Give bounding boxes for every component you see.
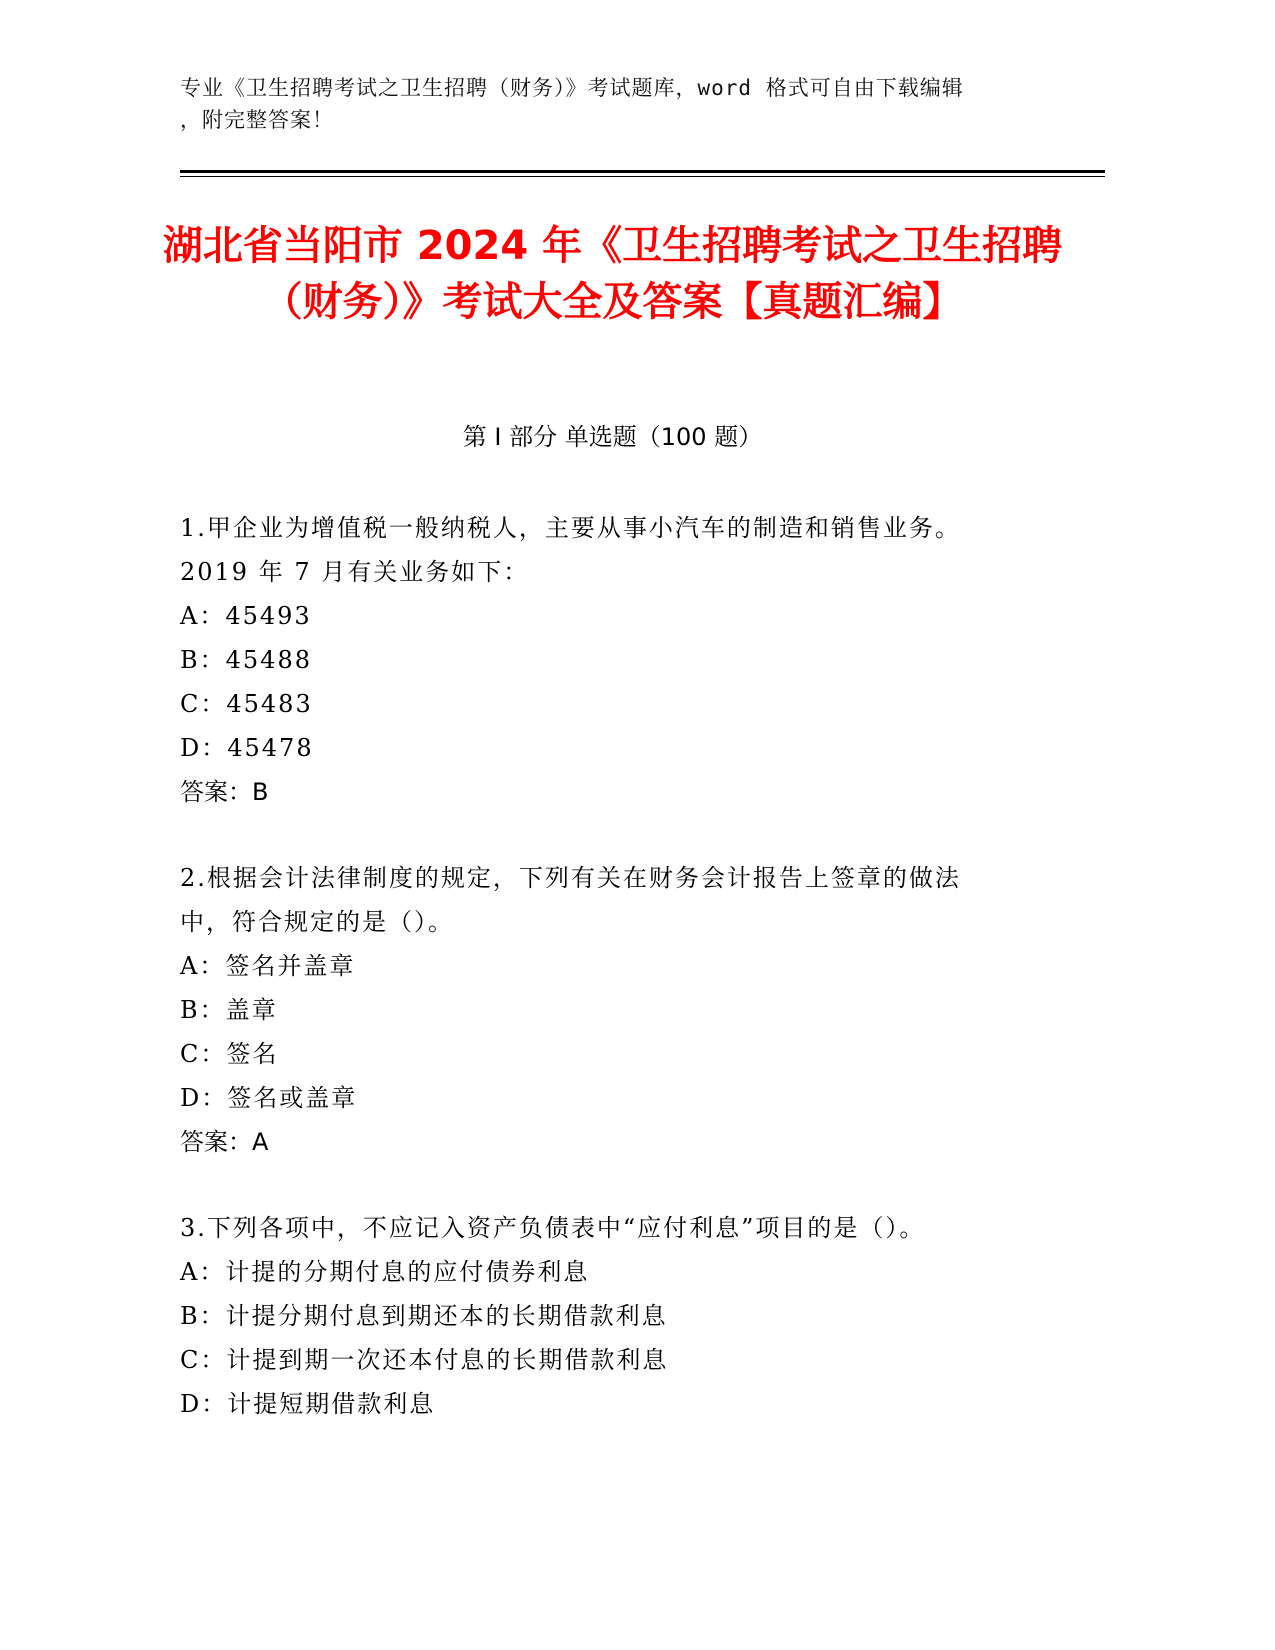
header-note xyxy=(180,72,1080,136)
header-note-line-1: 专业《卫生招聘考试之卫生招聘（财务）》考试题库，word 格式可自由下载编辑 xyxy=(180,76,964,100)
question-1-stem-line-1: 1.甲企业为增值税一般纳税人，主要从事小汽车的制造和销售业务。 xyxy=(180,514,961,542)
header-note-line-2: ，附完整答案！ xyxy=(180,108,334,132)
header-divider-thick xyxy=(180,170,1105,173)
question-1-option-a: A：45493 xyxy=(180,602,312,630)
question-2-option-b: B：盖章 xyxy=(180,996,278,1024)
question-3-option-a: A：计提的分期付息的应付债券利息 xyxy=(180,1258,590,1286)
question-1-option-c: C：45483 xyxy=(180,690,313,718)
header-divider-thin xyxy=(180,176,1105,177)
question-2-stem-line-1: 2.根据会计法律制度的规定，下列有关在财务会计报告上签章的做法 xyxy=(180,864,961,892)
question-1-option-b: B：45488 xyxy=(180,646,312,674)
question-1-answer: 答案：B xyxy=(180,778,269,806)
question-3-option-d: D：计提短期借款利息 xyxy=(180,1390,436,1418)
question-1 xyxy=(180,506,1040,814)
question-3-option-b: B：计提分期付息到期还本的长期借款利息 xyxy=(180,1302,668,1330)
question-2-answer: 答案：A xyxy=(180,1128,269,1156)
question-1-stem-line-2: 2019 年 7 月有关业务如下： xyxy=(180,558,530,586)
question-1-option-d: D：45478 xyxy=(180,734,314,762)
question-2 xyxy=(180,856,1040,1164)
question-2-option-a: A：签名并盖章 xyxy=(180,952,356,980)
document-title: 湖北省当阳市 2024 年《卫生招聘考试之卫生招聘（财务）》考试大全及答案【真题汇编】 xyxy=(162,223,1063,325)
question-3 xyxy=(180,1206,1040,1426)
question-2-option-c: C：签名 xyxy=(180,1040,279,1068)
question-3-stem-line-1: 3.下列各项中，不应记入资产负债表中“应付利息”项目的是（）。 xyxy=(180,1214,926,1242)
section-title: 第 I 部分 单选题（100 题） xyxy=(462,423,763,451)
question-2-stem-line-2: 中，符合规定的是（）。 xyxy=(180,908,454,936)
question-list xyxy=(180,506,1040,1468)
question-3-option-c: C：计提到期一次还本付息的长期借款利息 xyxy=(180,1346,669,1374)
question-2-option-d: D：签名或盖章 xyxy=(180,1084,358,1112)
